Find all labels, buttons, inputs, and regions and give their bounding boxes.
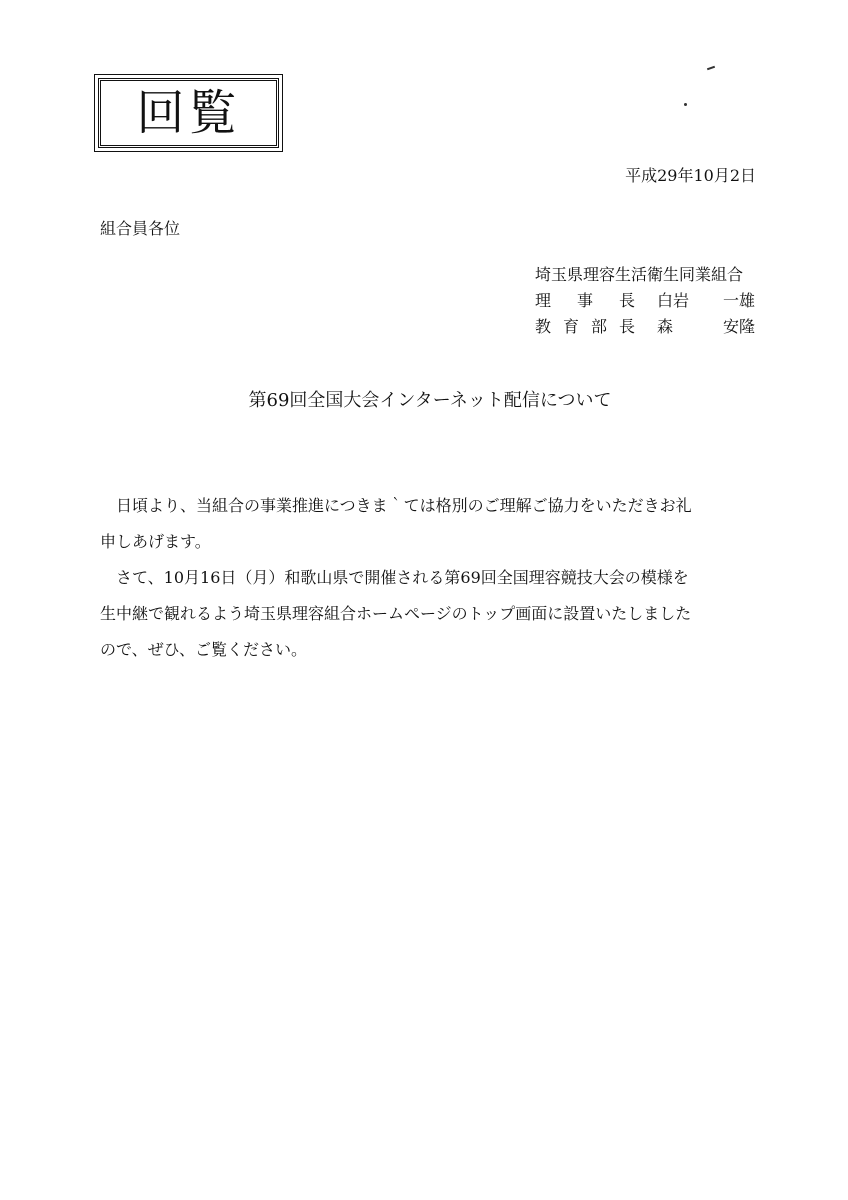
role-char: 育 (562, 317, 579, 336)
body-line: さて、10月16日（月）和歌山県で開催される第69回全国理容競技大会の模様を (100, 568, 689, 587)
addressee: 組合員各位 (100, 219, 181, 238)
scan-speck (707, 66, 715, 71)
document-subject: 第69回全国大会インターネット配信について (248, 390, 612, 411)
body-line: 日頃より、当組合の事業推進につきま｀ては格別のご理解ご協力をいただきお礼 (100, 496, 692, 515)
name-part: 森 (657, 317, 674, 336)
role-char: 部 (590, 317, 607, 336)
role-char: 事 (576, 291, 593, 310)
name-part: 一雄 (722, 291, 755, 310)
circulation-label: 回覧 (136, 85, 241, 141)
sender-role (535, 314, 635, 340)
scan-speck (684, 103, 687, 106)
sender-organization: 埼玉県理容生活衛生同業組合 (535, 265, 744, 284)
circulation-stamp (98, 78, 279, 148)
role-char: 長 (618, 317, 635, 336)
role-char: 教 (535, 317, 552, 336)
role-char: 長 (618, 291, 635, 310)
name-part: 白岩 (657, 291, 690, 310)
sender-block (535, 262, 755, 340)
sender-education-row (535, 314, 755, 340)
body-text (100, 488, 760, 668)
name-part: 安隆 (722, 317, 755, 336)
sender-name (657, 314, 755, 340)
sender-chairman-row (535, 288, 755, 314)
sender-name (657, 288, 755, 314)
document-date: 平成29年10月2日 (625, 166, 756, 185)
body-line: ので、ぜひ、ご覧ください。 (100, 640, 308, 659)
body-line: 申しあげます。 (100, 532, 211, 551)
body-line: 生中継で観れるよう埼玉県理容組合ホームページのトップ画面に設置いたしました (100, 604, 692, 623)
role-char: 理 (535, 291, 552, 310)
sender-role (535, 288, 635, 314)
